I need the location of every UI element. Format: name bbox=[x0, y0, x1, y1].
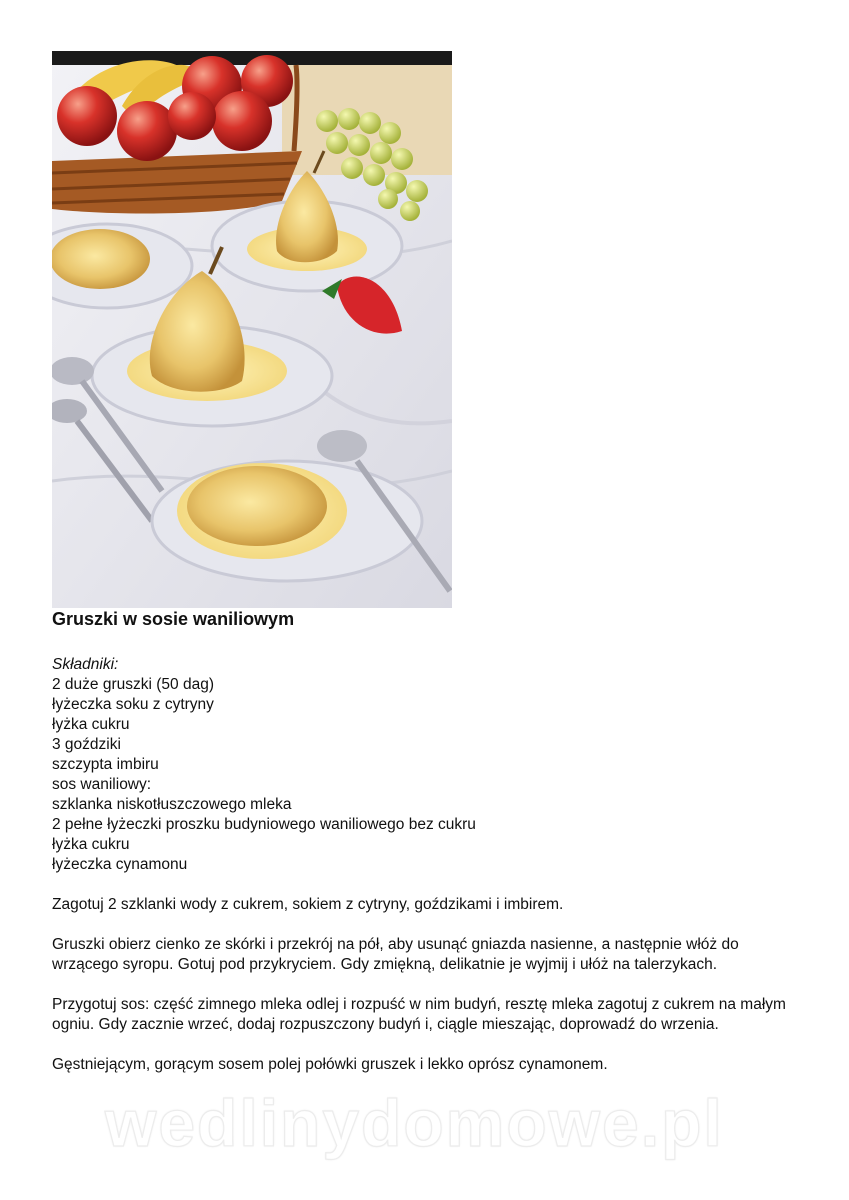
list-item: łyżka cukru bbox=[52, 836, 130, 853]
list-item: 2 pełne łyżeczki proszku budyniowego waniliowego bez cukru bbox=[52, 816, 476, 833]
list-item: 2 duże gruszki (50 dag) bbox=[52, 676, 214, 693]
recipe-title: Gruszki w sosie waniliowym bbox=[52, 609, 295, 629]
list-item: 3 goździki bbox=[52, 736, 121, 753]
step-paragraph: Gruszki obierz cienko ze skórki i przekrój na pół, aby usunąć gniazda nasienne, a następnie włóż do wrzącego syropu. Gotuj pod przykryciem. Gdy zmiękną, delikatnie je wyjmij i ułóż na talerzykach. bbox=[52, 936, 739, 973]
dessert-photo bbox=[52, 51, 452, 608]
ingredients-heading: Składniki: bbox=[52, 656, 119, 673]
step-paragraph: Zagotuj 2 szklanki wody z cukrem, sokiem z cytryny, goździkami i imbirem. bbox=[52, 896, 564, 913]
list-item: szczypta imbiru bbox=[52, 756, 159, 773]
list-item: łyżka cukru bbox=[52, 716, 130, 733]
recipe-body bbox=[52, 655, 792, 1075]
list-item: szklanka niskotłuszczowego mleka bbox=[52, 796, 292, 813]
step-paragraph: Gęstniejącym, gorącym sosem polej połówki gruszek i lekko oprósz cynamonem. bbox=[52, 1056, 608, 1073]
watermark: wedlinydomowe.pl bbox=[105, 1086, 724, 1160]
list-item: łyżeczka soku z cytryny bbox=[52, 696, 214, 713]
step-paragraph: Przygotuj sos: część zimnego mleka odlej i rozpuść w nim budyń, resztę mleka zagotuj z cukrem na małym ogniu. Gdy zacznie wrzeć, dodaj rozpuszczony budyń i, ciągle mieszając, doprowadź do wrzenia. bbox=[52, 996, 786, 1033]
list-item: sos waniliowy: bbox=[52, 776, 152, 793]
list-item: łyżeczka cynamonu bbox=[52, 856, 188, 873]
ingredients-list bbox=[52, 675, 792, 875]
